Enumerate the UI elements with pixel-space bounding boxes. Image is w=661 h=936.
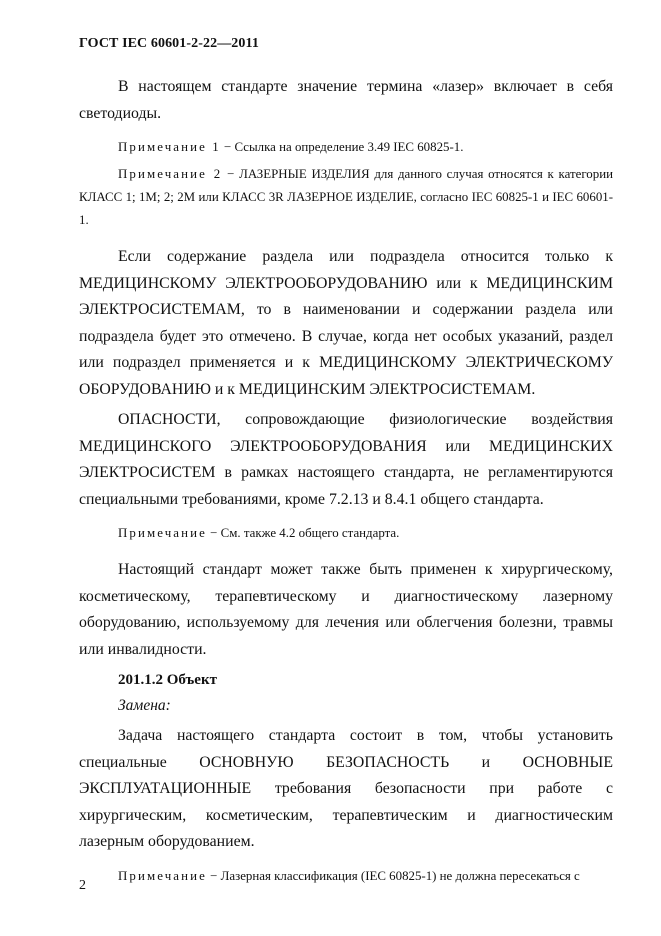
paragraph-applicability: Если содержание раздела или подраздела относится только к МЕДИЦИНСКОМУ ЭЛЕКТРООБОРУДОВАНИЮ или к МЕДИЦИНСКИМ ЭЛЕКТРОСИСТЕМАМ, то в наименовании и содержании раздела или подраздела будет это отмечено. В случае, когда нет особых указаний, раздел или подраздел применяется и к МЕДИЦИНСКОМУ ЭЛЕКТРИЧЕСКОМУ ОБОРУДОВАНИЮ и к МЕДИЦИНСКИМ ЭЛЕКТРОСИСТЕМАМ. [79, 248, 613, 398]
note-label: Примечание 2 [118, 167, 223, 181]
note-label: Примечание 1 [118, 140, 221, 154]
note-text: − Лазерная классификация (IEC 60825-1) не должна пересекаться с [206, 868, 580, 883]
note-3 [79, 522, 613, 545]
note-1 [79, 136, 613, 159]
paragraph-laser-definition: В настоящем стандарте значение термина «лазер» включает в себя светодиоды. [79, 78, 613, 122]
paragraph-hazards: ОПАСНОСТИ, сопровождающие физиологические воздействия МЕДИЦИНСКОГО ЭЛЕКТРООБОРУДОВАНИЯ или МЕДИЦИНСКИХ ЭЛЕКТРОСИСТЕМ в рамках настоящего стандарта, не регламентируются специальными требованиями, кроме 7.2.13 и 8.4.1 общего стандарта. [79, 411, 613, 508]
section-heading: 201.1.2 Объект [118, 672, 217, 688]
note-label: Примечание [118, 868, 207, 883]
note-text: − См. также 4.2 общего стандарта. [206, 526, 400, 540]
note-2 [79, 163, 613, 232]
document-header: ГОСТ IEC 60601-2-22—2011 [79, 36, 259, 51]
paragraph-object: Задача настоящего стандарта состоит в том, чтобы установить специальные ОСНОВНУЮ БЕЗОПАСНОСТЬ и ОСНОВНЫЕ ЭКСПЛУАТАЦИОННЫЕ требования безопасности при работе с хирургическим, косметическим, терапевтическим и диагностическим лазерным оборудованием. [79, 727, 613, 850]
page-number: 2 [79, 878, 86, 893]
note-label: Примечание [118, 526, 207, 540]
document-body [79, 74, 613, 888]
paragraph-scope-equipment: Настоящий стандарт может также быть применен к хирургическому, косметическому, терапевтическому и диагностическому лазерному оборудованию, используемому для лечения или облегчения болезни, травмы или инвалидности. [79, 561, 613, 658]
section-subheading: Замена: [118, 697, 171, 714]
note-text: − Ссылка на определение 3.49 IEC 60825-1. [220, 140, 464, 154]
note-text: − ЛАЗЕРНЫЕ ИЗДЕЛИЯ для данного случая относятся к категории КЛАСС 1; 1М; 2; 2М или КЛАСС 3R ЛАЗЕРНОЕ ИЗДЕЛИЕ, согласно IEC 60825-1 и IEC 60601-1. [79, 167, 613, 227]
note-4 [79, 865, 613, 888]
